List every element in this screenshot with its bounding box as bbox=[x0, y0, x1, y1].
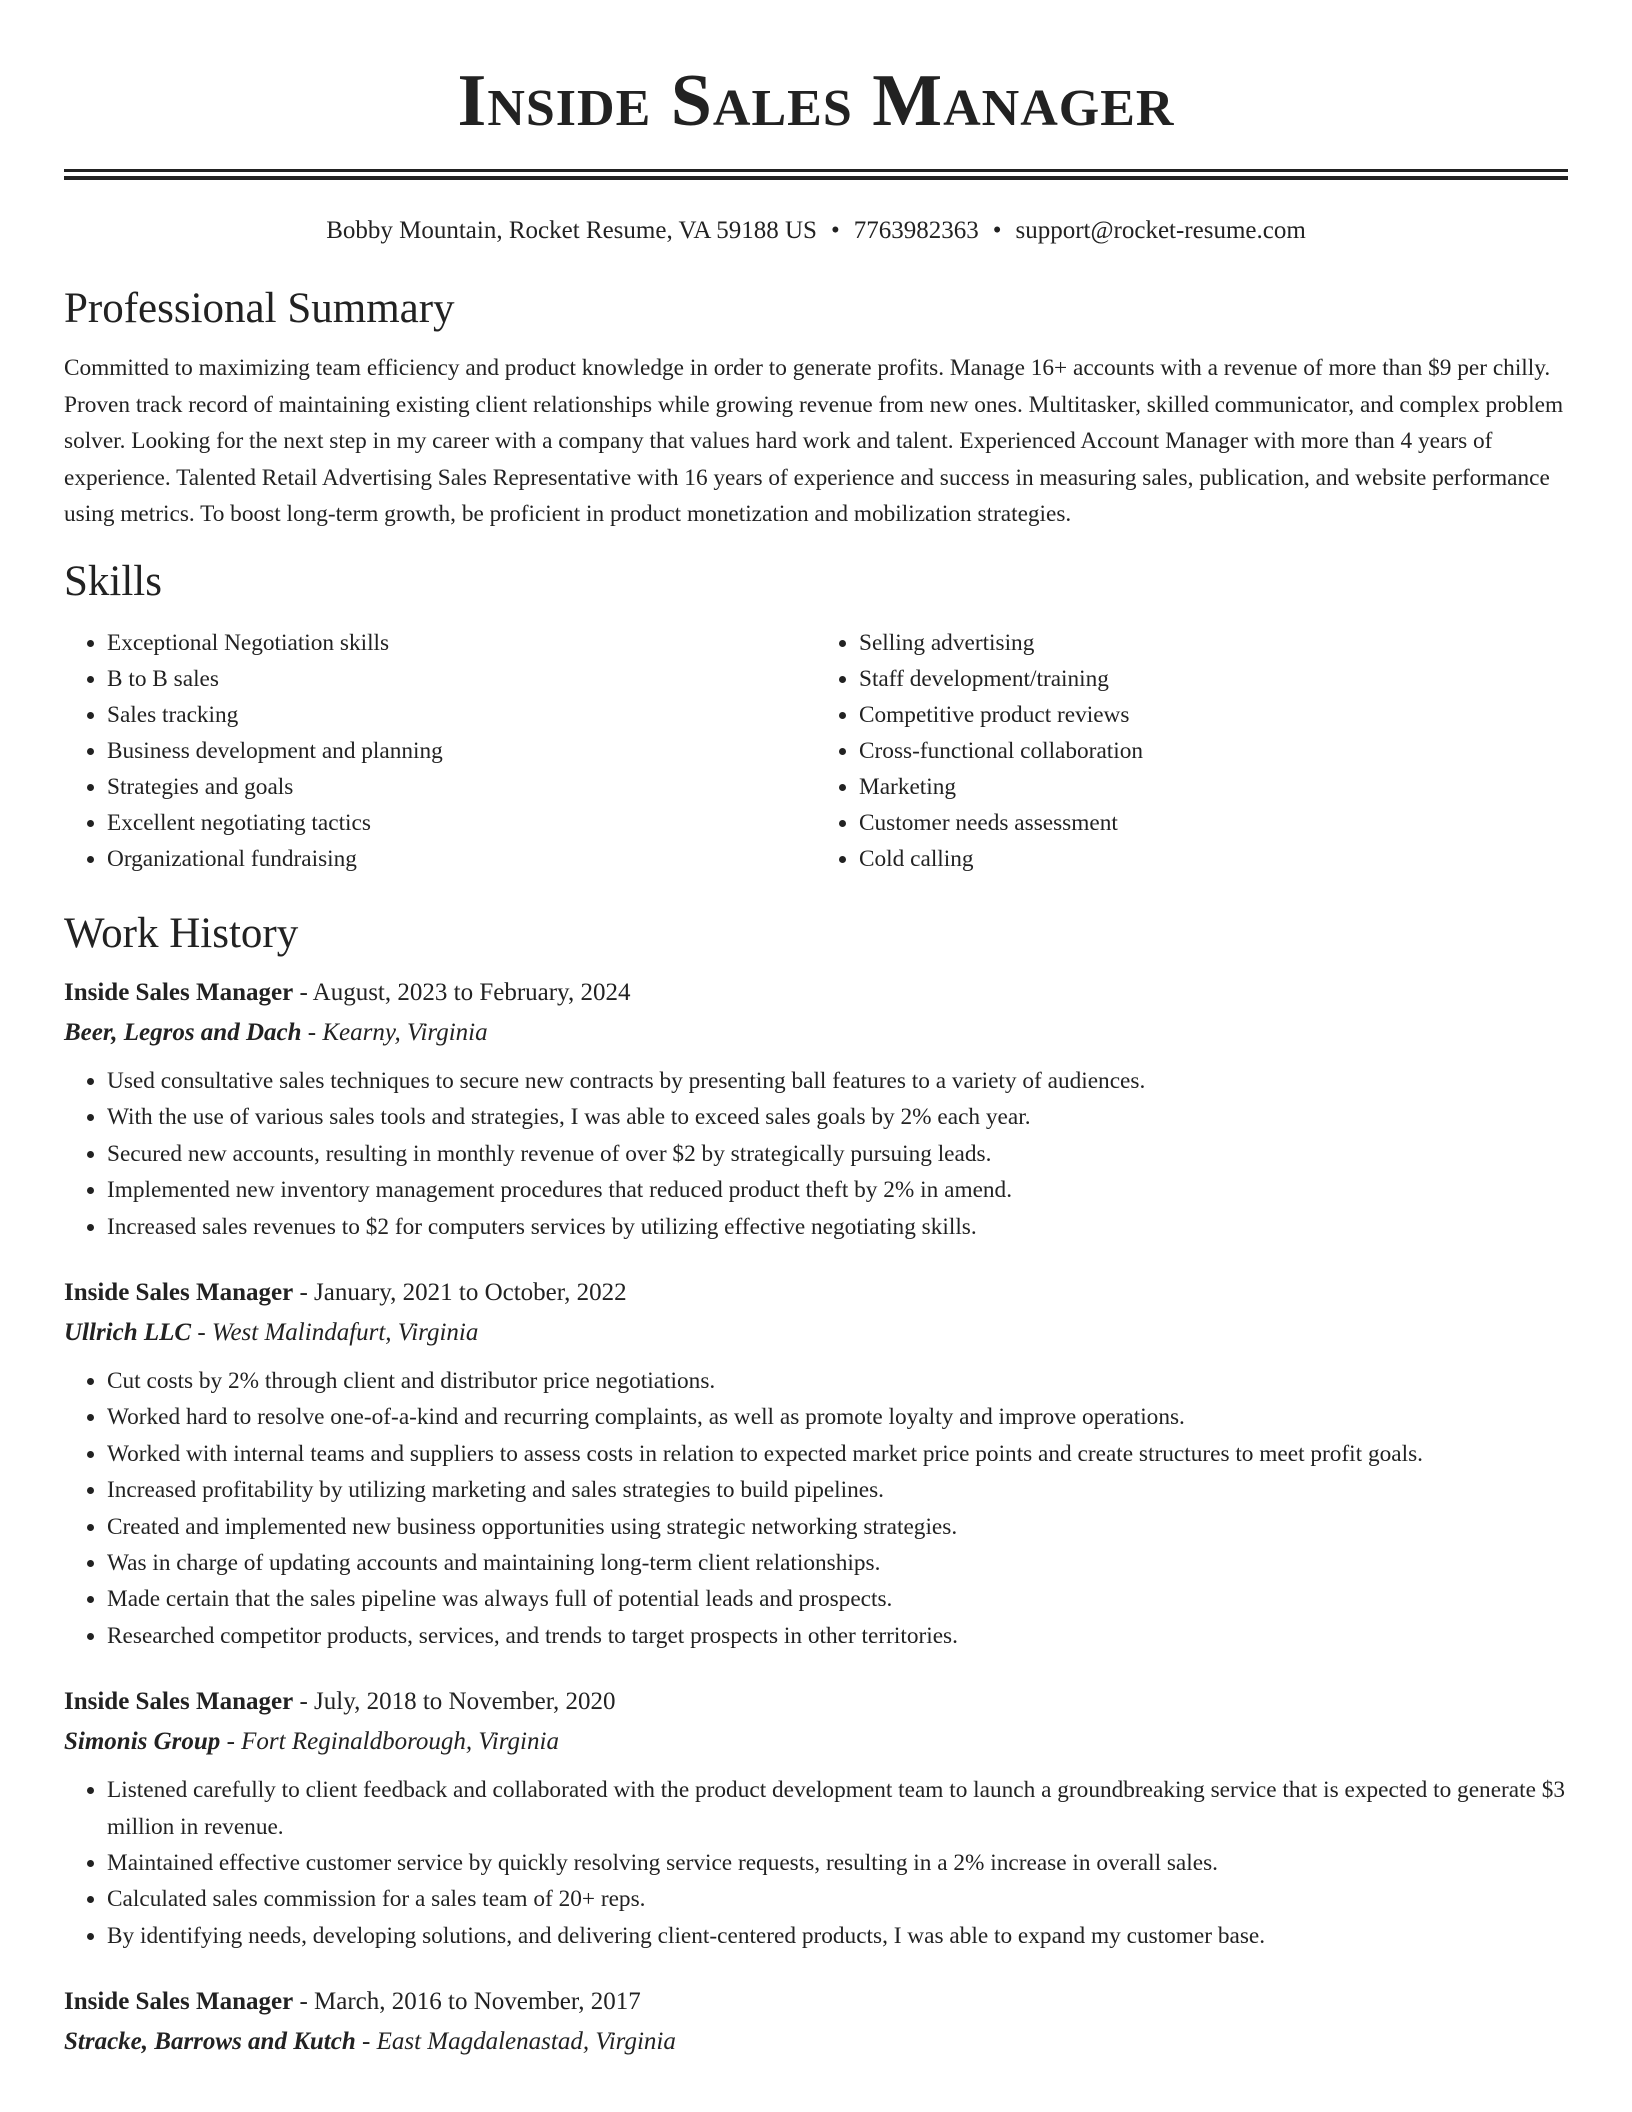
job-entry bbox=[64, 1682, 1568, 1954]
job-bullet: • Implemented new inventory management procedures that reduced product theft by 2% in amend. bbox=[107, 1172, 1568, 1208]
summary-text: Committed to maximizing team efficiency and product knowledge in order to generate profits. Manage 16+ accounts with a revenue of more than $9 per chilly. Proven track record of maintaining existing client relationships while growing revenue from new ones. Multitasker, skilled communicator, and complex problem solver. Looking for the next step in my career with a company that values hard work and talent. Experienced Account Manager with more than 4 years of experience. Talented Retail Advertising Sales Representative with 16 years of experience and success in measuring sales, publication, and website performance using metrics. To boost long-term growth, be proficient in product monetization and mobilization strategies. bbox=[64, 355, 1564, 528]
contact-email: support@rocket-resume.com bbox=[1015, 217, 1306, 244]
skill-item: • Strategies and goals bbox=[107, 769, 816, 805]
job-bullet: • Created and implemented new business opportunities using strategic networking strategies. bbox=[107, 1509, 1568, 1545]
resume-title: Inside Sales Manager bbox=[457, 60, 1175, 142]
skills-columns bbox=[64, 625, 1568, 877]
job-title-line bbox=[64, 1682, 1568, 1722]
job-location: West Malindafurt, Virginia bbox=[211, 1319, 479, 1346]
job-dash: - bbox=[293, 1988, 315, 2016]
job-dates: August, 2023 to February, 2024 bbox=[312, 978, 631, 1006]
job-dash: - bbox=[301, 1018, 323, 1046]
job-dash: - bbox=[220, 1728, 242, 1756]
skills-list-right bbox=[816, 625, 1568, 877]
job-bullet: • Maintained effective customer service by quickly resolving service requests, resulting in a 2% increase in overall sales. bbox=[107, 1845, 1568, 1881]
skill-item: • Competitive product reviews bbox=[859, 697, 1568, 733]
skills-list-left bbox=[64, 625, 816, 877]
skill-item: • Cold calling bbox=[859, 841, 1568, 877]
summary-heading: Professional Summary bbox=[64, 285, 455, 332]
job-location: Fort Reginaldborough, Virginia bbox=[241, 1728, 559, 1756]
contact-phone: 7763982363 bbox=[853, 217, 979, 244]
job-dates: July, 2018 to November, 2020 bbox=[314, 1688, 616, 1716]
job-company: Stracke, Barrows and Kutch bbox=[64, 2028, 356, 2056]
job-bullet: • Was in charge of updating accounts and maintaining long-term client relationships. bbox=[107, 1545, 1568, 1581]
job-title-line bbox=[64, 973, 1568, 1013]
job-company-line bbox=[64, 1013, 1568, 1053]
job-company: Ullrich LLC bbox=[64, 1319, 192, 1346]
job-company: Beer, Legros and Dach bbox=[64, 1018, 302, 1046]
job-bullet: • By identifying needs, developing solutions, and delivering client-centered products, I was able to expand my customer base. bbox=[107, 1918, 1568, 1954]
contact-separator: • bbox=[992, 217, 1002, 244]
skill-item: • B to B sales bbox=[107, 661, 816, 697]
skill-item: • Organizational fundraising bbox=[107, 841, 816, 877]
skill-item: • Excellent negotiating tactics bbox=[107, 805, 816, 841]
job-bullet: • Worked hard to resolve one-of-a-kind and recurring complaints, as well as promote loyalty and improve operations. bbox=[107, 1399, 1568, 1435]
resume-page bbox=[64, 0, 1568, 2062]
job-bullet: • With the use of various sales tools and strategies, I was able to exceed sales goals by 2% each year. bbox=[107, 1099, 1568, 1135]
job-title-line bbox=[64, 1982, 1568, 2022]
job-dates: January, 2021 to October, 2022 bbox=[314, 1279, 627, 1306]
job-bullet: • Worked with internal teams and suppliers to assess costs in relation to expected market price points and create structures to meet profit goals. bbox=[107, 1436, 1568, 1472]
job-bullets bbox=[64, 1363, 1568, 1654]
job-title: Inside Sales Manager bbox=[64, 978, 294, 1006]
job-company-line bbox=[64, 2022, 1568, 2062]
job-bullet: • Made certain that the sales pipeline was always full of potential leads and prospects. bbox=[107, 1581, 1568, 1617]
job-dash: - bbox=[293, 978, 313, 1006]
skill-item: • Sales tracking bbox=[107, 697, 816, 733]
job-location: Kearny, Virginia bbox=[322, 1018, 488, 1046]
skills-heading: Skills bbox=[64, 557, 162, 605]
contact-separator: • bbox=[830, 217, 840, 244]
job-bullet: • Increased sales revenues to $2 for computers services by utilizing effective negotiating skills. bbox=[107, 1209, 1568, 1245]
work-history-heading: Work History bbox=[64, 909, 299, 957]
title-rule-thin bbox=[64, 176, 1568, 180]
job-dash: - bbox=[355, 2028, 377, 2056]
job-location: East Magdalenastad, Virginia bbox=[376, 2028, 676, 2056]
job-title: Inside Sales Manager bbox=[64, 1688, 294, 1716]
job-title: Inside Sales Manager bbox=[64, 1279, 294, 1306]
job-dash: - bbox=[293, 1279, 315, 1306]
title-rule-thick bbox=[64, 169, 1568, 172]
job-company-line bbox=[64, 1722, 1568, 1762]
skill-item: • Marketing bbox=[859, 769, 1568, 805]
skill-item: • Exceptional Negotiation skills bbox=[107, 625, 816, 661]
job-bullets bbox=[64, 1772, 1568, 1954]
job-bullet: • Cut costs by 2% through client and distributor price negotiations. bbox=[107, 1363, 1568, 1399]
job-dash: - bbox=[293, 1688, 315, 1716]
job-bullets bbox=[64, 1063, 1568, 1245]
skill-item: • Selling advertising bbox=[859, 625, 1568, 661]
job-company-line bbox=[64, 1313, 1568, 1353]
skill-item: • Business development and planning bbox=[107, 733, 816, 769]
job-bullet: • Listened carefully to client feedback and collaborated with the product development team to launch a groundbreaking service that is expected to generate $3 million in revenue. bbox=[107, 1772, 1568, 1845]
contact-address: Bobby Mountain, Rocket Resume, VA 59188 US bbox=[326, 217, 817, 244]
job-entry bbox=[64, 1273, 1568, 1654]
job-dates: March, 2016 to November, 2017 bbox=[314, 1988, 641, 2016]
skill-item: • Customer needs assessment bbox=[859, 805, 1568, 841]
skill-item: • Staff development/training bbox=[859, 661, 1568, 697]
job-bullet: • Used consultative sales techniques to secure new contracts by presenting ball features to a variety of audiences. bbox=[107, 1063, 1568, 1099]
job-title-line bbox=[64, 1273, 1568, 1313]
contact-line bbox=[64, 216, 1568, 246]
job-bullet: • Calculated sales commission for a sales team of 20+ reps. bbox=[107, 1881, 1568, 1917]
job-bullet: • Increased profitability by utilizing marketing and sales strategies to build pipelines. bbox=[107, 1472, 1568, 1508]
job-bullet: • Researched competitor products, services, and trends to target prospects in other territories. bbox=[107, 1618, 1568, 1654]
job-bullet: • Secured new accounts, resulting in monthly revenue of over $2 by strategically pursuing leads. bbox=[107, 1136, 1568, 1172]
job-entry bbox=[64, 973, 1568, 1245]
job-entry bbox=[64, 1982, 1568, 2062]
skill-item: • Cross-functional collaboration bbox=[859, 733, 1568, 769]
job-dash: - bbox=[191, 1319, 212, 1346]
job-title: Inside Sales Manager bbox=[64, 1988, 294, 2016]
job-company: Simonis Group bbox=[64, 1728, 221, 1756]
